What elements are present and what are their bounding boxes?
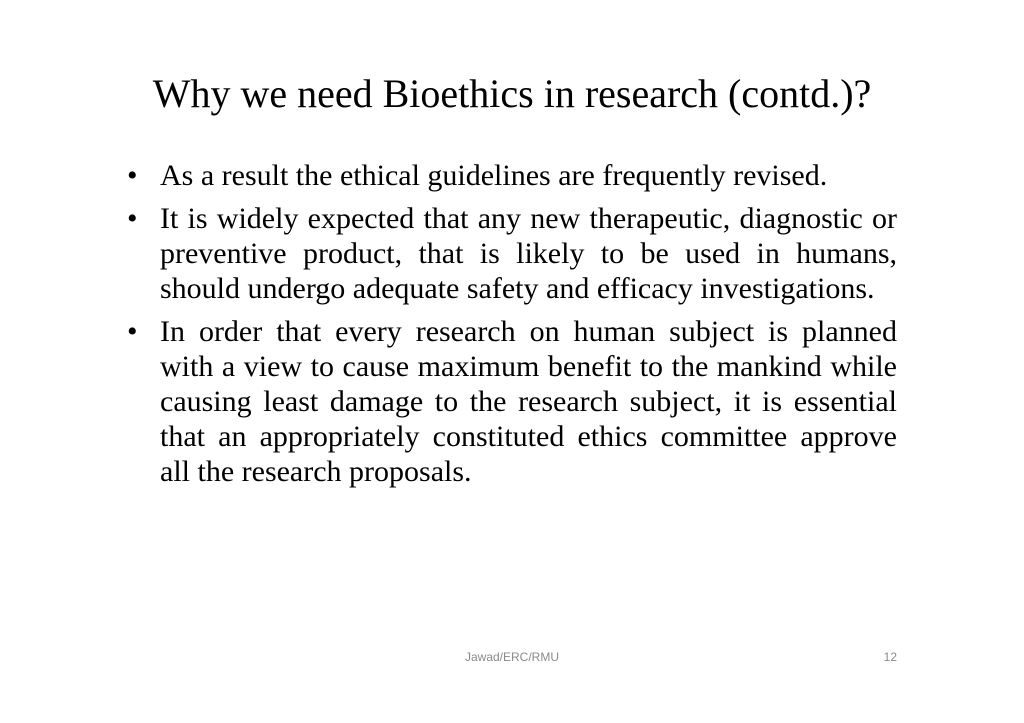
bullet-item-2 (127, 201, 897, 306)
bullet-list (127, 158, 897, 497)
bullet-dot-icon: • (127, 202, 138, 235)
bullet-dot-icon: • (127, 159, 138, 192)
bullet-text: As a result the ethical guidelines are frequently revised. (160, 159, 828, 192)
bullet-item-3 (127, 314, 897, 489)
bullet-text: It is widely expected that any new therapeutic, diagnostic or preventive product, that is likely to be used in humans, should undergo adequate safety and efficacy investigations. (160, 202, 897, 305)
bullet-item-1 (127, 158, 897, 193)
bullet-dot-icon: • (127, 315, 138, 348)
slide-title: Why we need Bioethics in research (contd.)? (152, 71, 872, 116)
page-number: 12 (883, 650, 897, 664)
footer-credit: Jawad/ERC/RMU (464, 650, 560, 664)
bullet-text: In order that every research on human subject is planned with a view to cause maximum benefit to the mankind while causing least damage to the research subject, it is essential that an appropriately constituted ethics committee approve all the research proposals. (160, 315, 897, 488)
